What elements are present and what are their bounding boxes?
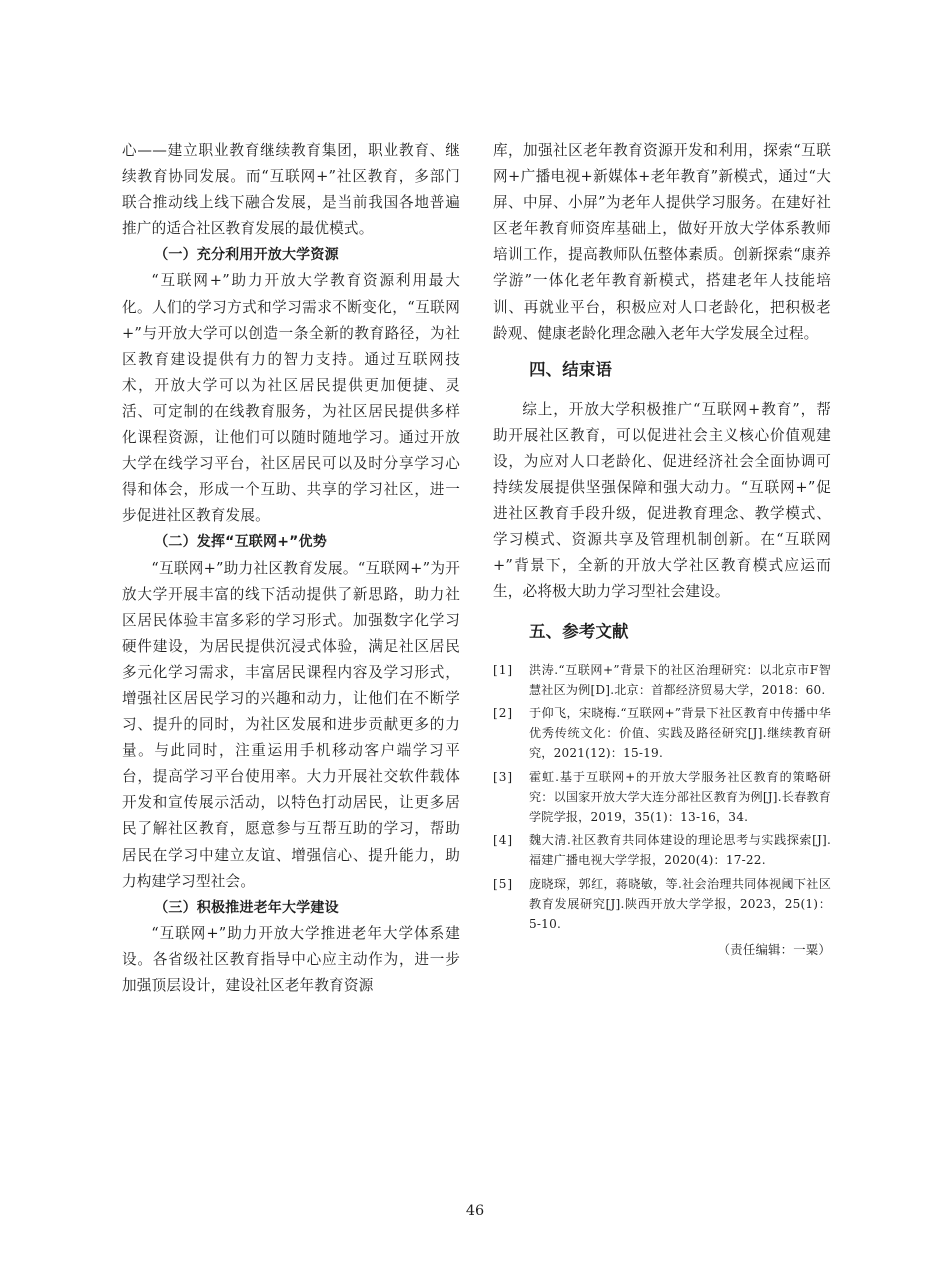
reference-text: 于仰飞，宋晓梅.“互联网+”背景下社区教育中传播中华优秀传统文化：价值、实践及路径研究[J].继续教育研究，2021(12)：15-19. bbox=[529, 705, 831, 761]
reference-number: [3] bbox=[493, 769, 514, 784]
reference-number: [4] bbox=[493, 833, 514, 848]
reference-item bbox=[493, 830, 831, 870]
reference-text: 洪涛.“互联网+”背景下的社区治理研究：以北京市F智慧社区为例[D].北京：首都经济贸易大学，2018：60. bbox=[529, 662, 831, 697]
subheading-senior-university: （三）积极推进老年大学建设 bbox=[154, 899, 339, 916]
paragraph-senior-university: “互联网+”助力开放大学推进老年大学体系建设。各省级社区教育指导中心应主动作为，进一步加强顶层设计，建设社区老年教育资源 bbox=[122, 924, 460, 994]
paragraph-conclusion: 综上，开放大学积极推广“互联网+教育”，帮助开展社区教育，可以促进社会主义核心价值观建设，为应对人口老龄化、促进经济社会全面协调可持续发展提供坚强保障和强大动力。“互联网+”促进社区教育手段升级，促进教育理念、教学模式、学习模式、资源共享及管理机制创新。在“互联网+”背景下，全新的开放大学社区教育模式应运而生，必将极大助力学习型社会建设。 bbox=[493, 400, 831, 601]
reference-text: 魏大清.社区教育共同体建设的理论思考与实践探索[J].福建广播电视大学学报，2020(4)：17-22. bbox=[529, 833, 831, 868]
left-column bbox=[122, 138, 460, 999]
right-column bbox=[493, 138, 831, 963]
reference-number: [2] bbox=[493, 705, 514, 720]
reference-item bbox=[493, 767, 831, 828]
section-heading-conclusion: 四、结束语 bbox=[529, 359, 613, 379]
paragraph-open-university: “互联网+”助力开放大学教育资源利用最大化。人们的学习方式和学习需求不断变化，“互联网+”与开放大学可以创造一条全新的教育路径，为社区教育建设提供有力的智力支持。通过互联网技术，开放大学可以为社区居民提供更加便捷、灵活、可定制的在线教育服务，为社区居民提供多样化课程资源，让他们可以随时随地学习。通过开放大学在线学习平台，社区居民可以及时分享学习心得和体会，形成一个互助、共享的学习社区，进一步促进社区教育发展。 bbox=[122, 272, 460, 525]
paragraph-continued-right: 库，加强社区老年教育资源开发和利用，探索“互联网+广播电视+新媒体+老年教育”新模式，通过“大屏、中屏、小屏”为老年人提供学习服务。在建好社区老年教育师资库基础上，做好开放大学体系教师培训工作，提高教师队伍整体素质。创新探索“康养学游”一体化老年教育新模式，搭建老年人技能培训、再就业平台，积极应对人口老龄化，把积极老龄观、健康老龄化理念融入老年大学发展全过程。 bbox=[493, 142, 831, 342]
subheading-internet-plus-advantage: （二）发挥“互联网+”优势 bbox=[154, 534, 327, 551]
reference-text: 霍虹.基于互联网+的开放大学服务社区教育的策略研究：以国家开放大学大连分部社区教育为例[J].长春教育学院学报，2019，35(1)：13-16，34. bbox=[529, 769, 831, 824]
page-number: 46 bbox=[465, 1203, 485, 1219]
reference-number: [1] bbox=[493, 662, 514, 677]
subheading-open-university-resources: （一）充分利用开放大学资源 bbox=[154, 247, 339, 264]
responsible-editor: （责任编辑：一粟） bbox=[717, 942, 831, 958]
reference-text: 庞晓琛，郭红，蒋晓敏，等.社会治理共同体视阈下社区教育发展研究[J].陕西开放大学学报，2023，25(1)：5-10. bbox=[529, 876, 831, 931]
reference-item bbox=[493, 874, 831, 935]
reference-number: [5] bbox=[493, 876, 514, 891]
reference-item bbox=[493, 660, 831, 700]
section-heading-references: 五、参考文献 bbox=[529, 621, 629, 641]
paragraph-internet-plus: “互联网+”助力社区教育发展。“互联网+”为开放大学开展丰富的线下活动提供了新思路，助力社区居民体验丰富多彩的学习形式。加强数字化学习硬件建设，为居民提供沉浸式体验，满足社区居民多元化学习需求，丰富居民课程内容及学习形式，增强社区居民学习的兴趣和动力，让他们在不断学习、提升的同时，为社区发展和进步贡献更多的力量。与此同时，注重运用手机移动客户端学习平台，提高学习平台使用率。大力开展社交软件载体开发和宣传展示活动，以特色打动居民，让更多居民了解社区教育，愿意参与互帮互助的学习，帮助居民在学习中建立友谊、增强信心、提升能力，助力构建学习型社会。 bbox=[122, 559, 460, 890]
reference-item bbox=[493, 703, 831, 764]
reference-list bbox=[493, 660, 831, 935]
paragraph-continued: 心——建立职业教育继续教育集团，职业教育、继续教育协同发展。而“互联网+”社区教育，多部门联合推动线上线下融合发展，是当前我国各地普遍推广的适合社区教育发展的最优模式。 bbox=[122, 142, 460, 238]
